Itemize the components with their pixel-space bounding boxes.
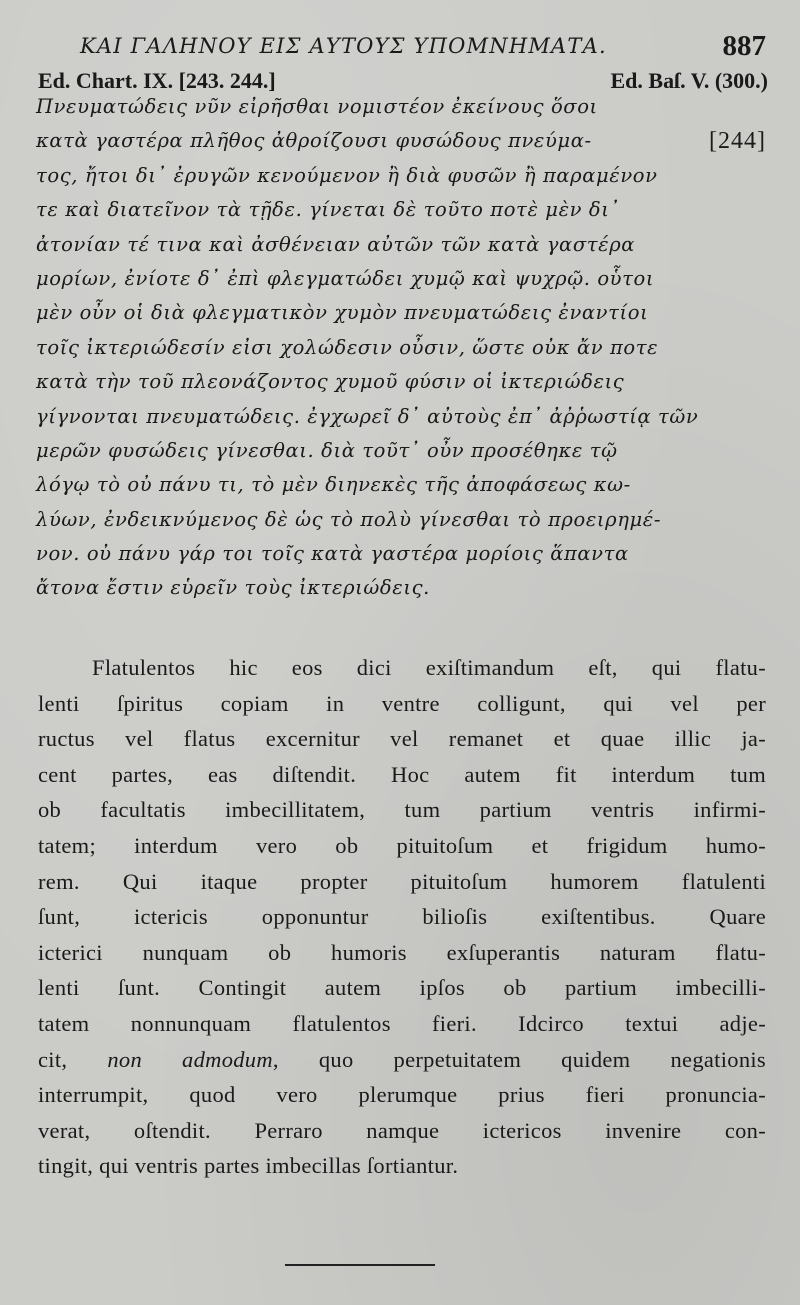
greek-line: μερῶν φυσώδεις γίνεσθαι. διὰ τοῦτ᾽ οὖν προσέθηκε τῷ (36, 438, 618, 462)
greek-line: ἄτονα ἔστιν εὑρεῖν τοὺς ἰκτεριώδεις. (36, 576, 430, 600)
greek-line: Πνευματώδεις νῦν εἰρῆσθαι νομιστέον ἐκείνους ὅσοι (36, 95, 598, 118)
latin-line: verat, oſtendit. Perraro namque ictericos invenire con- (38, 1117, 766, 1143)
latin-line: lenti ſunt. Contingit autem ipſos ob partium imbecilli- (38, 975, 766, 1001)
section-divider-rule (285, 1264, 435, 1266)
page-number: 887 (722, 30, 766, 62)
greek-line: ἀτονίαν τέ τινα καὶ ἀσθένειαν αὐτῶν τῶν κατὰ γαστέρα (36, 232, 636, 256)
greek-line: τοῖς ἰκτεριώδεσίν εἰσι χολώδεσιν οὖσιν, ὥστε οὐκ ἄν ποτε (36, 335, 659, 359)
latin-line (38, 1042, 766, 1078)
greek-line: μὲν οὖν οἱ διὰ φλεγματικὸν χυμὸν πνευματώδεις ἐναντίοι (36, 301, 649, 325)
greek-line: τος, ἤτοι δι᾽ ἐρυγῶν κενούμενον ἢ διὰ φυσῶν ἢ παραμένον (36, 163, 658, 187)
latin-line: tingit, qui ventris partes imbecillas ſortiantur. (38, 1153, 459, 1179)
latin-text-block (38, 650, 766, 1184)
greek-line (36, 124, 766, 158)
greek-line: κατὰ τὴν τοῦ πλεονάζοντος χυμοῦ φύσιν οἱ ἰκτεριώδεις (36, 370, 625, 394)
latin-line: interrumpit, quod vero plerumque prius fieri pronuncia- (38, 1082, 766, 1108)
greek-line: λύων, ἐνδεικνύμενος δὲ ὡς τὸ πολὺ γίνεσθαι τὸ προειρημέ- (36, 507, 662, 531)
greek-line: γίγνονται πνευματώδεις. ἐγχωρεῖ δ᾽ αὐτοὺς ἐπ᾽ ἀῤῥωστίᾳ τῶν (36, 404, 699, 428)
latin-line: cent partes, eas diſtendit. Hoc autem fit interdum tum (38, 761, 766, 787)
greek-text-block (36, 90, 766, 606)
latin-line: rem. Qui itaque propter pituitoſum humorem flatulenti (38, 868, 766, 894)
page-marker: [244] (709, 128, 766, 155)
running-title: ΚΑΙ ΓΑΛΗΝΟΥ ΕΙΣ ΑΥΤΟΥΣ ΥΠΟΜΝΗΜΑΤΑ. (80, 34, 607, 58)
latin-text-span: , quo perpetuitatem quidem negationis (272, 1046, 766, 1072)
greek-line: λόγῳ τὸ οὐ πάνυ τι, τὸ μὲν διηνεκὲς τῆς ἀποφάσεως κω- (36, 473, 631, 497)
edition-basel-ref: Ed. Baſ. V. (300.) (610, 68, 768, 93)
latin-line: ructus vel flatus excernitur vel remanet et quae illic ja- (38, 726, 766, 752)
latin-line: icterici nunquam ob humoris exſuperantis naturam flatu- (38, 939, 766, 965)
latin-line: ob facultatis imbecillitatem, tum partium ventris infirmi- (38, 797, 766, 823)
latin-text-span: cit, (38, 1046, 108, 1072)
latin-line: lenti ſpiritus copiam in ventre colligunt, qui vel per (38, 690, 766, 716)
latin-line: ſunt, ictericis opponuntur bilioſis exiſtentibus. Quare (38, 904, 766, 930)
greek-line: μορίων, ἐνίοτε δ᾽ ἐπὶ φλεγματώδει χυμῷ καὶ ψυχρῷ. οὗτοι (36, 266, 655, 290)
quoted-phrase: non admodum (107, 1046, 273, 1072)
edition-chartier-ref: Ed. Chart. IX. [243. 244.] (38, 68, 276, 93)
greek-line: νον. οὐ πάνυ γάρ τοι τοῖς κατὰ γαστέρα μορίοις ἅπαντα (36, 542, 629, 566)
latin-line: tatem nonnunquam flatulentos fieri. Idcirco textui adje- (38, 1010, 766, 1036)
latin-line: tatem; interdum vero ob pituitoſum et frigidum humo- (38, 832, 766, 858)
latin-line: Flatulentos hic eos dici exiſtimandum eſt, qui flatu- (92, 655, 766, 680)
greek-line-text: κατὰ γαστέρα πλῆθος ἀθροίζουσι φυσώδους πνεύμα- (36, 129, 592, 153)
greek-line: τε καὶ διατεῖνον τὰ τῇδε. γίνεται δὲ τοῦτο ποτὲ μὲν δι᾽ (36, 198, 620, 222)
